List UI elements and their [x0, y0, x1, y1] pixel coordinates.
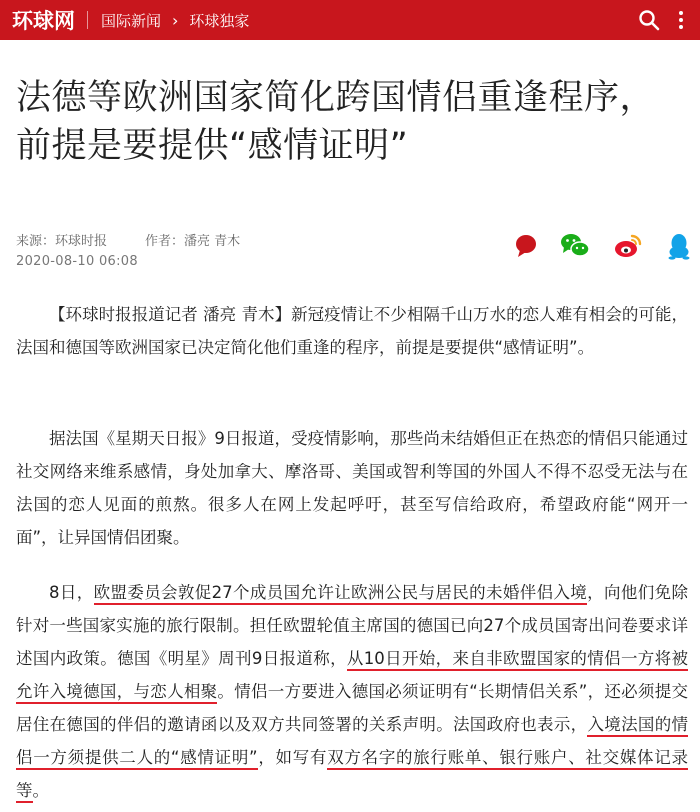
paragraph-2: 据法国《星期天日报》9日报道，受疫情影响，那些尚未结婚但正在热恋的情侣只能通过社交网络来维系感情，身处加拿大、摩洛哥、美国或智利等国的外国人不得不忍受无法与在法国的恋人见面的煎熬。很多人在网上发起呼吁，甚至写信给政府，希望政府能“网开一面”，让异国情侣团聚。	[16, 429, 688, 547]
wechat-icon[interactable]	[560, 232, 590, 260]
article-date: 2020-08-10 06:08	[16, 254, 138, 269]
article-meta	[16, 230, 240, 249]
highlight-france-proof: 入境法国的情侣一方须提供二人的“感情证明”	[16, 715, 688, 770]
highlight-germany-entry: 从10日开始，来自非欧盟国家的情侣一方将被允许入境德国，与恋人相聚	[16, 649, 688, 704]
text-segment: ，如写有	[257, 748, 328, 767]
site-logo[interactable]: 环球网	[12, 9, 75, 33]
menu-icon[interactable]	[672, 10, 690, 30]
text-segment: 。情侣一方要进入德国必须证明有“长期情侣关系”，还必须提交居住在德国的伴侣的邀请函以及双方共同签署的关系声明。法国政府也表示，	[16, 682, 688, 734]
article-author: 作者：潘亮 青木	[145, 234, 241, 249]
chevron-right-icon: ›	[172, 10, 179, 30]
top-bar	[0, 0, 700, 40]
paragraph-3	[16, 576, 688, 807]
article-title: 法德等欧洲国家简化跨国情侣重逢程序，前提是要提供“感情证明”	[16, 78, 656, 166]
article-source: 来源：环球时报	[16, 234, 108, 249]
header-divider	[87, 11, 88, 29]
highlight-evidence-list: 双方名字的旅行账单、银行账户、社交媒体记录等	[16, 748, 688, 803]
weibo-icon[interactable]	[614, 232, 642, 260]
text-segment: 8日，	[49, 583, 94, 602]
comment-icon[interactable]	[514, 232, 538, 260]
qq-icon[interactable]	[668, 232, 690, 260]
breadcrumb-international-news[interactable]: 国际新闻	[101, 11, 162, 30]
search-icon[interactable]	[638, 9, 660, 31]
text-segment: ，向他们免除针对一些国家实施的旅行限制。担任欧盟轮值主席国的德国已向27个成员国寄出问卷要求详述国内政策。德国《明星》周刊9日报道称，	[16, 583, 688, 668]
breadcrumb-exclusive[interactable]: 环球独家	[189, 11, 250, 30]
text-segment: 。	[32, 781, 49, 800]
paragraph-1: 【环球时报报道记者 潘亮 青木】新冠疫情让不少相隔千山万水的恋人难有相会的可能，法国和德国等欧洲国家已决定简化他们重逢的程序，前提是要提供“感情证明”。	[16, 305, 688, 357]
highlight-eu-urges: 欧盟委员会敦促27个成员国允许让欧洲公民与居民的未婚伴侣入境	[94, 583, 588, 605]
